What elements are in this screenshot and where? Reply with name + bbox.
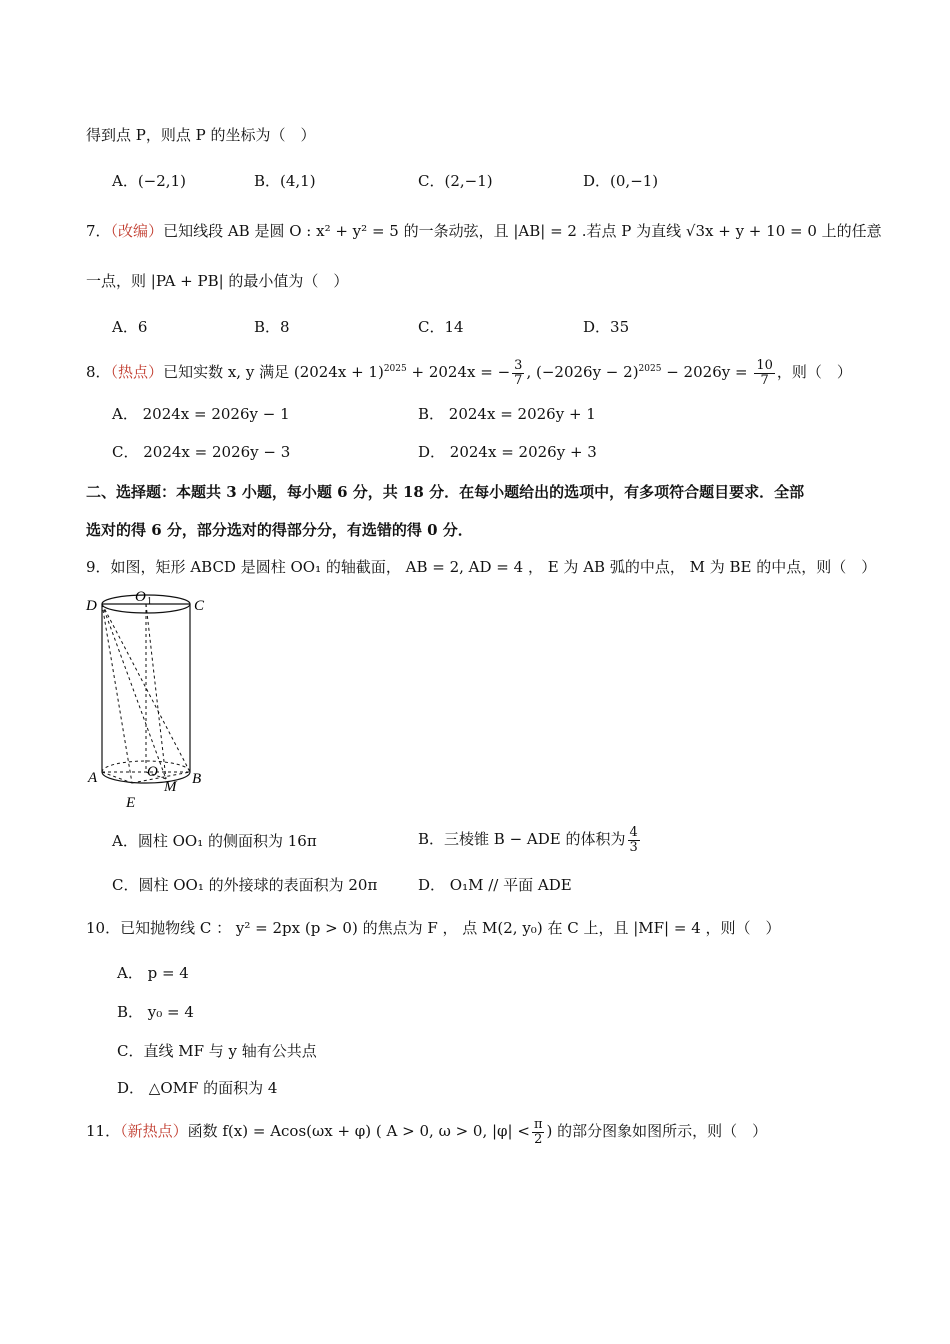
q8-text-d: − 2026y = [661, 363, 753, 381]
q6-option-a: A．(−2,1) [112, 172, 186, 190]
cylinder-figure [84, 586, 214, 812]
q9-option-b [418, 822, 642, 856]
q10-stem [86, 917, 781, 938]
q8-stem [86, 352, 852, 389]
q7-stem [86, 220, 882, 241]
label-o: O [147, 764, 158, 780]
q10-number: 10． [86, 919, 121, 937]
section2-heading-line1: 二、选择题：本题共 3 小题，每小题 6 分，共 18 分．在每小题给出的选项中，有多项符合题目要求．全部 [86, 483, 805, 501]
q7-option-c: C．14 [418, 318, 464, 336]
section2-heading-line2: 选对的得 6 分，部分选对的得部分分，有选错的得 0 分． [86, 521, 473, 539]
q11-number: 11． [86, 1122, 121, 1140]
q6-option-b: B．(4,1) [254, 172, 316, 190]
label-o1-sub: 1 [147, 596, 152, 607]
q10-option-c: C．直线 MF 与 y 轴有公共点 [117, 1042, 317, 1060]
q11-text-a: 函数 f(x) = Acos(ωx + φ) ( A > 0, ω > 0, |φ| < [187, 1122, 530, 1140]
q8-exponent-2: 2025 [638, 364, 662, 374]
label-e: E [126, 795, 136, 811]
q11-fraction: $\frac{\pi}{2}$ [533, 1116, 543, 1147]
label-m: M [164, 779, 177, 795]
q7-tag: （改编） [110, 222, 164, 240]
q7-text-line1: 已知线段 AB 是圆 O : x² + y² = 5 的一条动弦，且 |AB| = 2 .若点 P 为直线 √3x + y + 10 = 0 上的任意 [163, 222, 882, 240]
q8-option-b: B． 2024x = 2026y + 1 [418, 405, 596, 423]
q10-text: 已知抛物线 C ： y² = 2px (p > 0) 的焦点为 F ， 点 M(2, y₀) 在 C 上，且 |MF| = 4 ，则（ ） [120, 919, 781, 937]
q8-option-a: A． 2024x = 2026y − 1 [112, 405, 290, 423]
q7-option-d: D．35 [583, 318, 630, 336]
q8-text-a: 已知实数 x, y 满足 (2024x + 1) [163, 363, 384, 381]
label-b: B [192, 771, 202, 787]
label-a: A [88, 770, 98, 786]
q10-option-d: D． △OMF 的面积为 4 [117, 1079, 278, 1097]
q8-tag: （热点） [110, 363, 164, 381]
q6-stem-tail: 得到点 P，则点 P 的坐标为（ ） [86, 126, 316, 144]
q7-option-a: A．6 [112, 318, 148, 336]
q8-fraction-2: $\frac{10}{7}$ [756, 357, 773, 388]
q9-option-b-text: B．三棱锥 B − ADE 的体积为 [418, 830, 626, 848]
q9-stem [86, 556, 876, 577]
q8-option-c: C． 2024x = 2026y − 3 [112, 443, 291, 461]
q9-option-d: D． O₁M // 平面 ADE [418, 876, 572, 894]
q6-option-c: C．(2,−1) [418, 172, 493, 190]
q11-text-b: ) 的部分图象如图所示，则（ ） [546, 1122, 768, 1140]
q11-stem [86, 1114, 767, 1148]
q11-tag: （新热点） [120, 1122, 188, 1140]
label-c: C [194, 598, 205, 614]
q8-text-b: + 2024x = − [406, 363, 511, 381]
q8-fraction-1: $\frac{3}{7}$ [514, 357, 523, 388]
q10-option-a: A． p = 4 [117, 964, 189, 982]
q9-option-b-fraction: $\frac{4}{3}$ [629, 824, 638, 855]
q9-option-a: A．圆柱 OO₁ 的侧面积为 16π [112, 832, 317, 850]
q8-exponent-1: 2025 [383, 364, 407, 374]
label-o1: O [135, 589, 146, 605]
q9-option-c: C．圆柱 OO₁ 的外接球的表面积为 20π [112, 876, 378, 894]
q8-text-e: ，则（ ） [776, 363, 852, 381]
q7-number: 7． [86, 222, 111, 240]
q9-number: 9． [86, 558, 111, 576]
q6-option-d: D．(0,−1) [583, 172, 659, 190]
q10-option-b: B． y₀ = 4 [117, 1003, 194, 1021]
label-d: D [86, 598, 97, 614]
q7-stem-line2: 一点，则 |PA + PB| 的最小值为（ ） [86, 272, 349, 290]
q9-text: 如图，矩形 ABCD 是圆柱 OO₁ 的轴截面， AB = 2, AD = 4 ， E 为 AB 弧的中点， M 为 BE 的中点，则（ ） [110, 558, 877, 576]
q8-option-d: D． 2024x = 2026y + 3 [418, 443, 597, 461]
q7-option-b: B．8 [254, 318, 290, 336]
q8-number: 8． [86, 363, 111, 381]
q8-text-c: , (−2026y − 2) [526, 363, 639, 381]
